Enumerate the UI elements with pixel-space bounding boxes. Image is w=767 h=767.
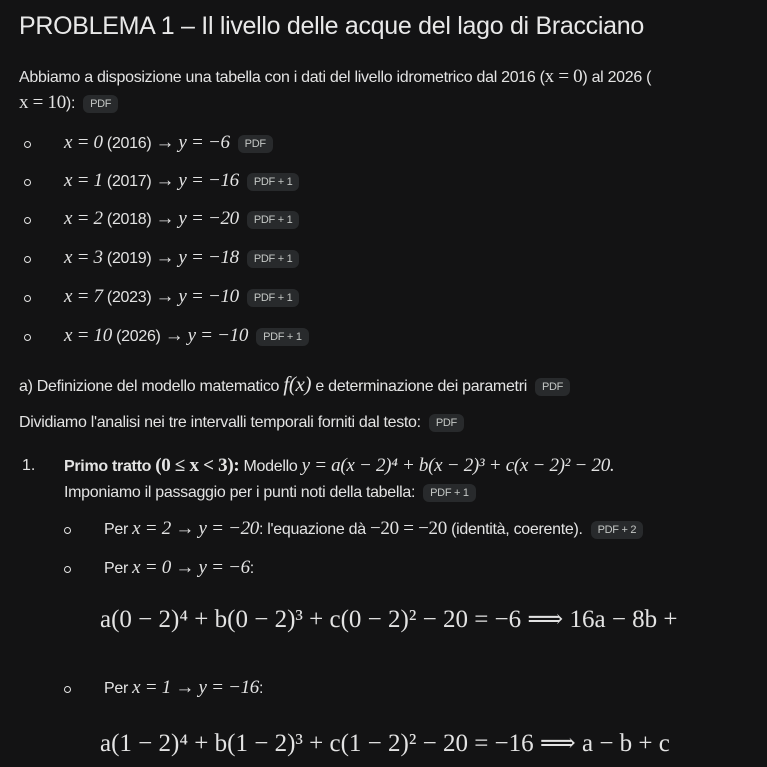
- x-value: x = 0: [64, 132, 103, 153]
- bullet-icon: [64, 566, 71, 573]
- step1-text: Modello: [243, 458, 298, 475]
- sub-prefix: Per: [104, 521, 128, 538]
- step1-line-1: [64, 455, 614, 477]
- sub-text: :: [249, 560, 254, 577]
- year-label: (2026): [116, 328, 161, 345]
- analysis-text: Dividiamo l'analisi nei tre intervalli temporali forniti dal testo:: [19, 414, 421, 432]
- x-value: x = 2: [64, 208, 103, 229]
- sub-item-1: [104, 518, 643, 540]
- bullet-icon: [64, 527, 71, 534]
- section-a-heading: [19, 372, 570, 397]
- list-item: [64, 208, 299, 230]
- y-value: y = −20: [178, 208, 239, 229]
- y-value: y = −10: [187, 325, 249, 346]
- x-value: x = 3: [64, 247, 103, 268]
- bullet-icon: [64, 686, 71, 693]
- source-chip[interactable]: PDF: [429, 414, 464, 432]
- section-a-math: f(x): [283, 372, 312, 396]
- list-number: 1.: [22, 457, 36, 474]
- arrow-icon: →: [155, 286, 175, 307]
- bullet-icon: [24, 295, 31, 302]
- year-label: (2017): [106, 173, 152, 190]
- source-chip[interactable]: PDF + 1: [423, 484, 476, 502]
- y-value: y = −10: [178, 286, 239, 307]
- sub-item-3: [104, 677, 263, 699]
- source-chip[interactable]: PDF + 1: [247, 173, 300, 191]
- step1-line-2: [64, 484, 476, 502]
- intro-math-start: x = 0: [544, 66, 583, 87]
- source-chip[interactable]: PDF: [238, 135, 273, 153]
- arrow-icon: →: [155, 208, 175, 229]
- source-chip[interactable]: PDF + 1: [256, 328, 309, 346]
- intro-line-2: [19, 92, 118, 114]
- x-value: x = 1: [64, 170, 103, 191]
- x-value: x = 7: [64, 286, 103, 307]
- list-item: [64, 325, 309, 347]
- list-item: [64, 132, 273, 154]
- arrow-icon: →: [155, 247, 175, 268]
- list-item: [64, 247, 299, 269]
- sub-prefix: Per: [104, 560, 128, 577]
- sub-condition: x = 2 → y = −20: [132, 518, 259, 539]
- section-a-text: a) Definizione del modello matematico: [19, 378, 280, 395]
- bullet-icon: [24, 141, 31, 148]
- intro-math-end: x = 10: [19, 92, 66, 113]
- sub-item-2: [104, 557, 254, 579]
- page-title: PROBLEMA 1 – Il livello delle acque del lago di Bracciano: [19, 12, 644, 40]
- year-label: (2016): [106, 135, 152, 152]
- source-chip[interactable]: PDF + 1: [247, 289, 300, 307]
- bullet-icon: [24, 179, 31, 186]
- arrow-icon: →: [155, 170, 175, 191]
- arrow-icon: →: [164, 325, 184, 346]
- source-chip[interactable]: PDF: [535, 378, 570, 396]
- y-value: y = −16: [178, 170, 239, 191]
- bullet-icon: [24, 334, 31, 341]
- section-a-text-2: e determinazione dei parametri: [315, 378, 527, 395]
- list-item: [64, 170, 299, 192]
- sub-condition: x = 1 → y = −16: [132, 677, 259, 698]
- bullet-icon: [24, 217, 31, 224]
- sub-text: :: [259, 680, 264, 697]
- intro-line-1: [19, 66, 651, 88]
- year-label: (2023): [106, 289, 152, 306]
- analysis-intro: [19, 414, 464, 432]
- source-chip[interactable]: PDF + 1: [247, 211, 300, 229]
- intro-text-3: ):: [65, 95, 76, 112]
- sub-text-2: (identità, coerente).: [451, 521, 583, 538]
- sub-equation: −20 = −20: [369, 518, 447, 539]
- list-item: [64, 286, 299, 308]
- source-chip[interactable]: PDF + 1: [247, 250, 300, 268]
- source-chip[interactable]: PDF + 2: [591, 521, 644, 539]
- sub-text: : l'equazione dà: [259, 521, 366, 538]
- display-equation-1: a(0 − 2)⁴ + b(0 − 2)³ + c(0 − 2)² − 20 = −6 ⟹ 16a − 8b +: [100, 606, 678, 633]
- step1-model: y = a(x − 2)⁴ + b(x − 2)³ + c(x − 2)² − 20.: [301, 455, 615, 476]
- source-chip[interactable]: PDF: [83, 95, 118, 113]
- x-value: x = 10: [64, 325, 112, 346]
- sub-condition: x = 0 → y = −6: [132, 557, 250, 578]
- arrow-icon: →: [155, 132, 175, 153]
- step1-interval: (0 ≤ x < 3):: [155, 455, 240, 476]
- year-label: (2018): [106, 211, 152, 228]
- bullet-icon: [24, 256, 31, 263]
- y-value: y = −18: [178, 247, 239, 268]
- year-label: (2019): [106, 250, 152, 267]
- display-equation-2: a(1 − 2)⁴ + b(1 − 2)³ + c(1 − 2)² − 20 = −16 ⟹ a − b + c: [100, 730, 670, 757]
- step1-bold: Primo tratto: [64, 458, 152, 475]
- sub-prefix: Per: [104, 680, 128, 697]
- y-value: y = −6: [178, 132, 230, 153]
- intro-text: Abbiamo a disposizione una tabella con i dati del livello idrometrico dal 2016 (: [19, 69, 545, 86]
- step1-text-2: Imponiamo il passaggio per i punti noti della tabella:: [64, 484, 416, 502]
- intro-text-2: ) al 2026 (: [582, 69, 652, 86]
